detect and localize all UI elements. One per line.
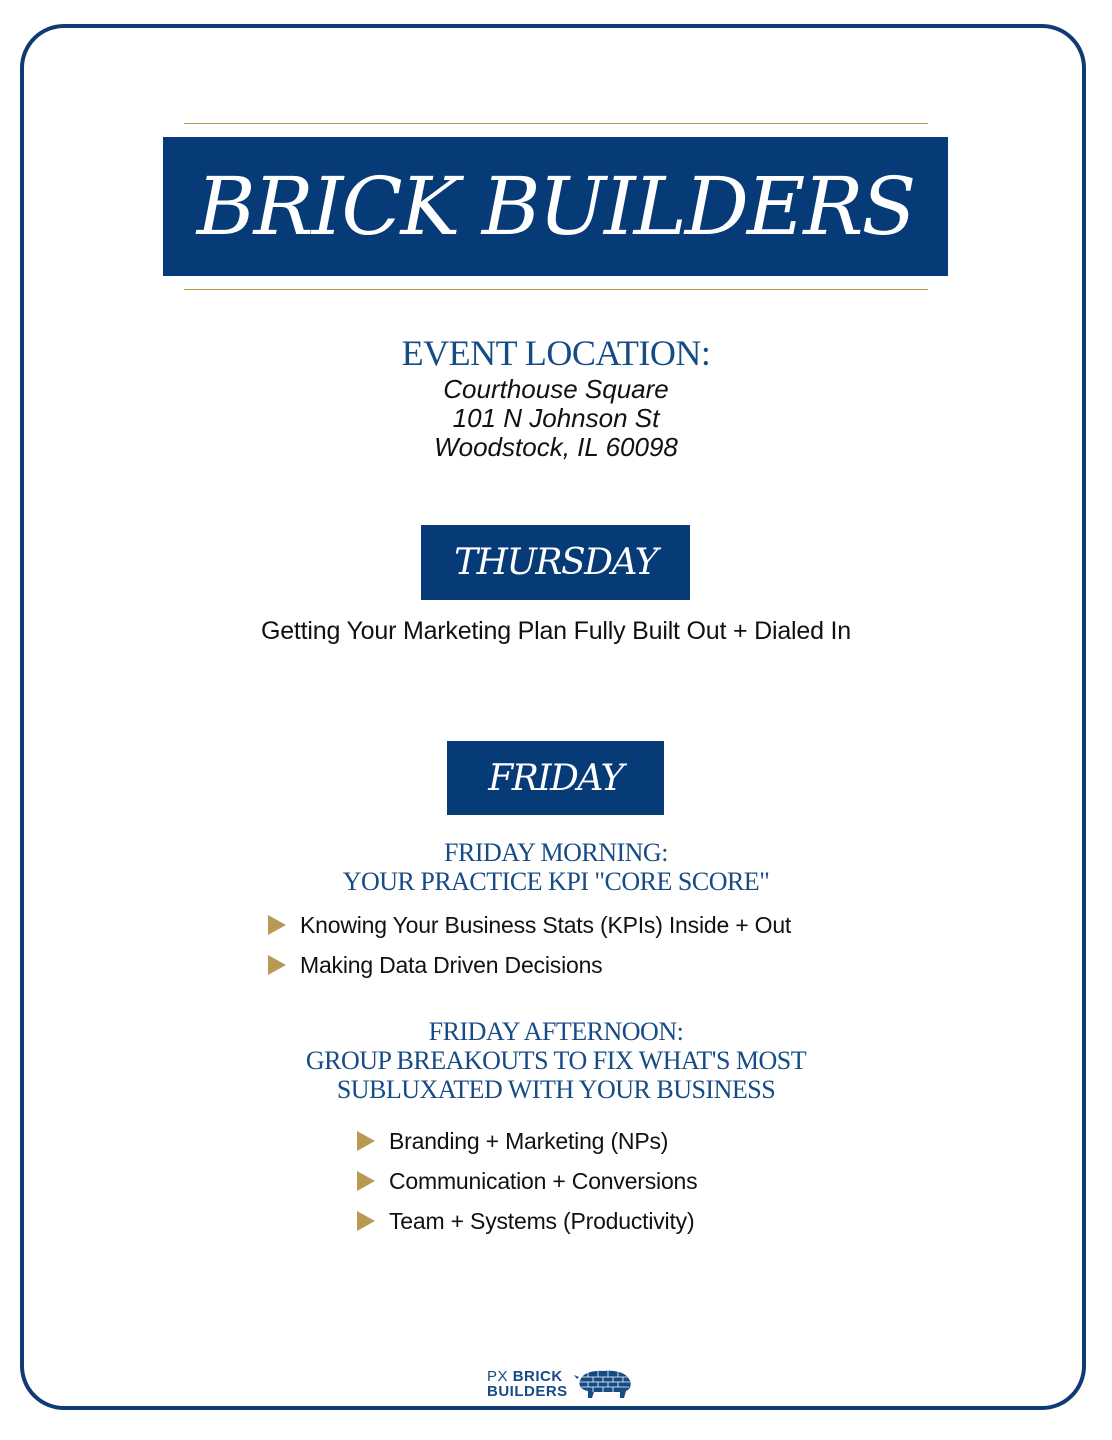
friday-banner <box>447 741 664 815</box>
friday-label: FRIDAY <box>488 757 623 799</box>
list-item-text: Communication + Conversions <box>389 1167 698 1194</box>
list-item <box>357 1121 697 1161</box>
list-item-text: Knowing Your Business Stats (KPIs) Inside + Out <box>300 911 792 938</box>
list-item-text: Team + Systems (Productivity) <box>389 1207 695 1234</box>
address-line: Woodstock, IL 60098 <box>434 432 678 462</box>
location-address <box>0 375 1112 462</box>
heading-line: FRIDAY MORNING: <box>444 838 668 867</box>
triangle-bullet-icon <box>268 955 286 975</box>
list-item-text: Making Data Driven Decisions <box>300 951 603 978</box>
bottom-divider <box>184 289 928 290</box>
friday-afternoon-heading <box>0 1017 1112 1104</box>
logo-text <box>487 1369 568 1399</box>
page-title: BRICK BUILDERS <box>196 159 915 253</box>
logo-line1: BRICK <box>512 1368 563 1385</box>
heading-line: FRIDAY AFTERNOON: <box>428 1017 684 1046</box>
list-item <box>357 1161 697 1201</box>
triangle-bullet-icon <box>357 1171 375 1191</box>
friday-morning-list <box>268 905 791 985</box>
top-divider <box>184 123 928 124</box>
heading-line: YOUR PRACTICE KPI "CORE SCORE" <box>342 867 770 896</box>
list-item <box>268 905 791 945</box>
thursday-description: Getting Your Marketing Plan Fully Built Out + Dialed In <box>260 617 851 645</box>
title-banner <box>163 137 948 276</box>
logo-line2: BUILDERS <box>487 1383 568 1400</box>
logo-prefix: PX <box>487 1368 509 1385</box>
address-line: 101 N Johnson St <box>452 403 660 433</box>
heading-line: SUBLUXATED WITH YOUR BUSINESS <box>336 1075 776 1104</box>
bison-brick-icon <box>574 1367 634 1401</box>
triangle-bullet-icon <box>357 1131 375 1151</box>
heading-line: GROUP BREAKOUTS TO FIX WHAT'S MOST <box>305 1046 807 1075</box>
triangle-bullet-icon <box>268 915 286 935</box>
triangle-bullet-icon <box>357 1211 375 1231</box>
address-line: Courthouse Square <box>443 374 669 404</box>
friday-afternoon-list <box>357 1121 697 1241</box>
thursday-label: THURSDAY <box>454 542 657 583</box>
list-item <box>357 1201 697 1241</box>
thursday-banner <box>421 525 690 600</box>
friday-morning-heading <box>0 838 1112 896</box>
location-heading: EVENT LOCATION: <box>401 333 711 373</box>
footer-logo <box>487 1364 634 1404</box>
list-item-text: Branding + Marketing (NPs) <box>389 1127 669 1154</box>
list-item <box>268 945 791 985</box>
